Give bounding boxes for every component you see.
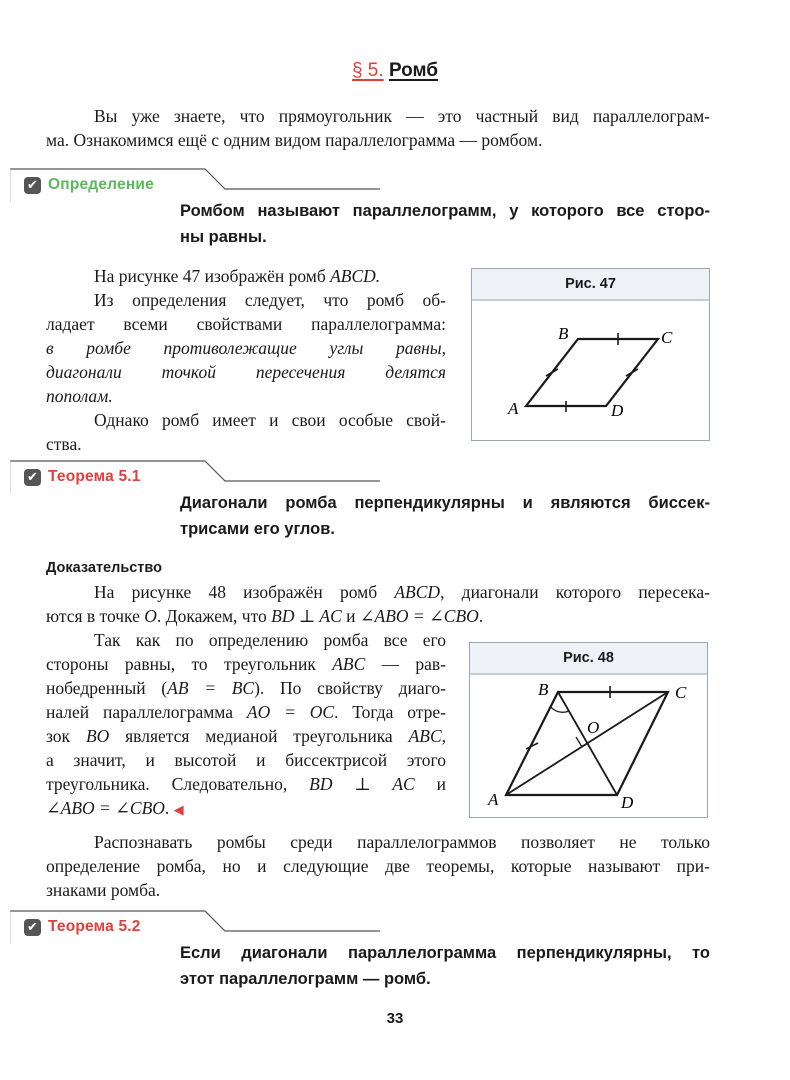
- figure-47: [471, 268, 710, 441]
- intro-line: Вы уже знаете, что прямоугольник — это частный вид параллелограм-: [94, 106, 710, 126]
- math: ABCD: [394, 582, 441, 602]
- vertex-label-a: A: [508, 399, 519, 418]
- text-line: . Докажем, что: [156, 606, 272, 626]
- text-line: и: [414, 774, 446, 794]
- vertex-label-a: A: [488, 790, 499, 809]
- text-line: ства.: [46, 434, 82, 454]
- text-line: является медианой треугольника: [109, 726, 409, 746]
- text-line: диагонали точкой пересечения делятся: [46, 362, 446, 382]
- math: O: [144, 606, 157, 626]
- math: BD ⊥ AC: [271, 606, 342, 626]
- proof-paragraph-2: [46, 628, 446, 822]
- checkbox-check-icon: ✔: [24, 177, 41, 194]
- rhombus-diagonals-diagram: [470, 675, 707, 817]
- theorem-line: Диагонали ромба перпендикулярны и являются биссек-: [180, 494, 710, 512]
- text-line: зок: [46, 726, 86, 746]
- section-name: Ромб: [388, 60, 439, 81]
- vertex-label-o: O: [587, 718, 600, 737]
- vertex-label-b: B: [538, 680, 549, 699]
- text-line: ,: [441, 726, 447, 746]
- section-number: § 5.: [351, 60, 384, 81]
- text-line: , диагонали которого пересека-: [440, 582, 710, 602]
- figure-caption: Рис. 47: [472, 269, 709, 301]
- text-line: ладает всеми свойствами параллелограмма:: [46, 314, 446, 334]
- math: AB = BC: [167, 678, 255, 698]
- theorem-line: этот параллелограмм — ромб.: [180, 970, 431, 988]
- text-line: На рисунке 47 изображён ромб: [94, 266, 331, 286]
- math: BD ⊥ AC: [309, 774, 415, 794]
- theorem-label: Теорема 5.1: [48, 468, 141, 485]
- text-line: На рисунке 48 изображён ромб: [94, 582, 395, 602]
- proof-paragraph-1: [46, 580, 710, 628]
- theorem-5-1-tab: [10, 460, 400, 494]
- math: ∠ABO = ∠CBO: [359, 606, 479, 626]
- text-line: Распознавать ромбы среди параллелограммов позволяет не только: [94, 832, 710, 852]
- definition-line: Ромбом называют параллелограмм, у которого все сторо-: [180, 202, 710, 220]
- text-line: .: [478, 606, 484, 626]
- definition-text: [180, 198, 710, 250]
- theorem-line: Если диагонали параллелограмма перпендикулярны, то: [180, 944, 710, 962]
- math: BO: [85, 726, 110, 746]
- qed-marker: ◀: [173, 802, 184, 817]
- theorem-5-2-text: [180, 940, 710, 992]
- text-line: знаками ромба.: [46, 880, 161, 900]
- text-line: треугольника. Следовательно,: [46, 774, 310, 794]
- rhombus-shape: [526, 339, 658, 406]
- text-line: пополам.: [46, 386, 113, 406]
- text-line: . Тогда отре-: [334, 702, 446, 722]
- proof-label: Доказательство: [46, 560, 162, 576]
- theorem-5-1-text: [180, 490, 710, 542]
- text-line: определение ромба, но и следующие две теоремы, которые называют при-: [46, 856, 710, 876]
- vertex-label-d: D: [621, 793, 634, 812]
- intro-paragraph: [46, 104, 710, 152]
- text-line: .: [164, 798, 170, 818]
- text-line: ). По свойству диаго-: [254, 678, 446, 698]
- text-line: ются в точке: [46, 606, 145, 626]
- intro-line: ма. Ознакомимся ещё с одним видом параллелограмма — ромбом.: [46, 130, 543, 150]
- text-line: а значит, и высотой и биссектрисой этого: [46, 750, 446, 770]
- figure-caption: Рис. 48: [470, 643, 707, 675]
- theorem-line: трисами его углов.: [180, 520, 335, 538]
- checkbox-check-icon: ✔: [24, 919, 41, 936]
- text-line: стороны равны, то треугольник: [46, 654, 333, 674]
- text-line: и: [341, 606, 360, 626]
- math: ABC: [408, 726, 442, 746]
- vertex-label-b: B: [558, 324, 569, 343]
- definition-label: Определение: [48, 176, 154, 193]
- text-line: налей параллелограмма: [46, 702, 247, 722]
- signs-paragraph: [46, 830, 710, 902]
- text-line: — рав-: [365, 654, 446, 674]
- text-line: в ромбе противолежащие углы равны,: [46, 338, 446, 358]
- vertex-label-c: C: [675, 683, 687, 702]
- theorem-label: Теорема 5.2: [48, 918, 141, 935]
- fig47-paragraph: [46, 264, 446, 456]
- text-line: Так как по определению ромба все его: [94, 630, 446, 650]
- vertex-label-c: C: [661, 328, 673, 347]
- math: ABC: [332, 654, 366, 674]
- math: ∠ABO = ∠CBO: [46, 798, 165, 818]
- math-rhombus: ABCD.: [330, 266, 381, 286]
- text-line: Однако ромб имеет и свои особые свой-: [94, 410, 446, 430]
- definition-line: ны равны.: [180, 228, 267, 246]
- figure-48: [469, 642, 708, 818]
- text-line: Из определения следует, что ромб об-: [94, 290, 446, 310]
- tick-mark: [546, 369, 558, 376]
- page-number: 33: [386, 1010, 404, 1027]
- text-line: нобедренный (: [46, 678, 168, 698]
- vertex-label-d: D: [611, 401, 624, 420]
- checkbox-check-icon: ✔: [24, 469, 41, 486]
- definition-tab: [10, 168, 400, 202]
- rhombus-diagram: [472, 301, 709, 440]
- theorem-5-2-tab: [10, 910, 400, 944]
- tick-mark: [626, 369, 638, 376]
- section-title: [0, 60, 790, 82]
- math: AO = OC: [246, 702, 335, 722]
